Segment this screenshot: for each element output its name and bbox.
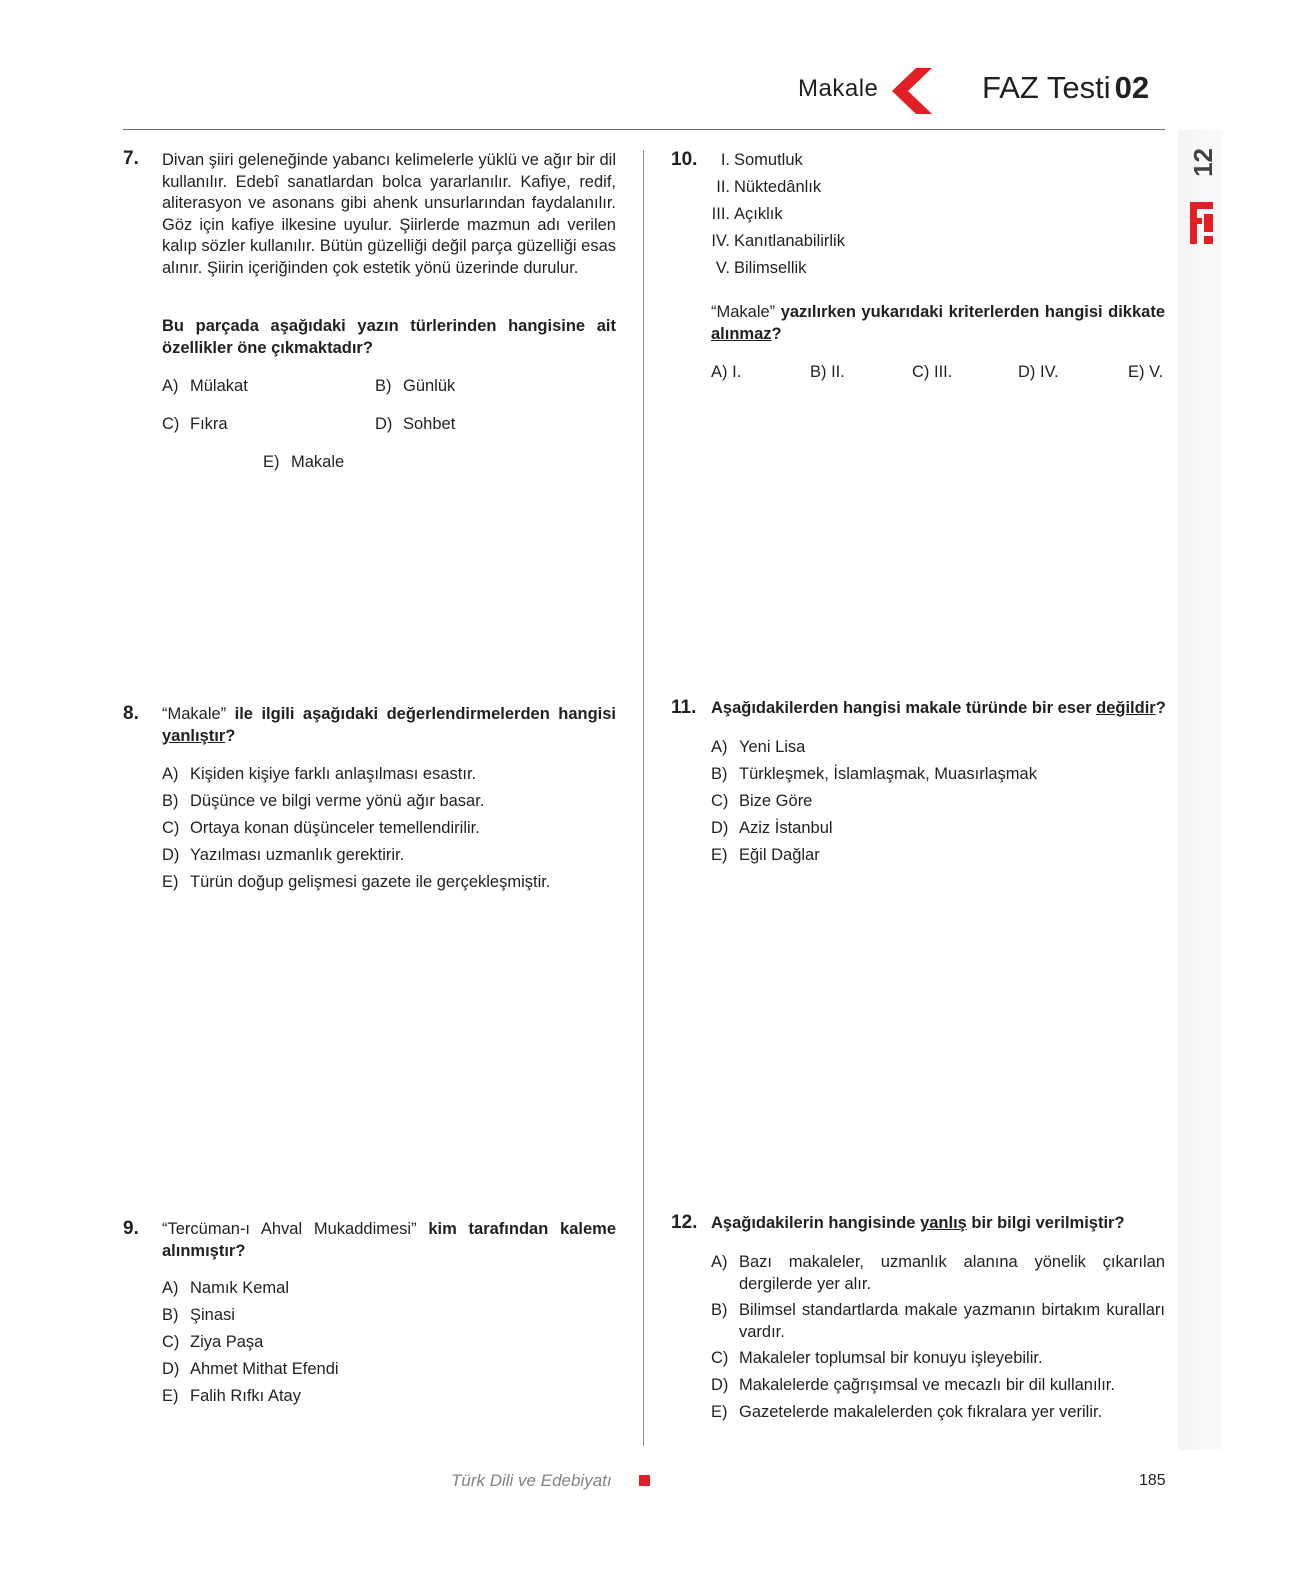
test-title [982, 70, 1149, 106]
criterion-4: IV. Kanıtlanabilirlik [711, 232, 845, 250]
question-11-option-d[interactable]: D) Aziz İstanbul [711, 819, 833, 837]
question-8-option-d[interactable]: D) Yazılması uzmanlık gerektirir. [162, 846, 405, 864]
question-9-prompt: “Tercüman-ı Ahval Mukaddimesi” kim tarafından kaleme alınmıştır? [162, 1220, 616, 1260]
question-7-option-c[interactable]: C) Fıkra [162, 415, 228, 433]
question-8-option-e[interactable]: E) Türün doğup gelişmesi gazete ile gerçekleşmiştir. [162, 873, 551, 891]
question-7-passage: Divan şiiri geleneğinde yabancı kelimelerle yüklü ve ağır bir dil kullanılır. Edebî sanatlardan bolca yararlanılır. Kafiye, redif, aliterasyon ve asonans gibi ahenk unsurlarından faydalanılır. Göz için kafiye ilkesine uyulur. Şiirlerde mazmun adı verilen kalıp sözler kullanılır. Bütün güzelliği değil parça güzelliği esas alınır. Şiirin içeriğinden çok estetik yönü üzerinde durulur. [162, 151, 616, 277]
test-number: 02 [1114, 70, 1150, 105]
footer-book-title: Türk Dili ve Edebiyatı [451, 1471, 612, 1490]
header-divider [123, 129, 1165, 130]
column-divider [643, 150, 644, 1446]
question-9-option-d[interactable]: D) Ahmet Mithat Efendi [162, 1360, 339, 1378]
question-9-option-b[interactable]: B) Şinasi [162, 1306, 235, 1324]
question-8-option-a[interactable]: A) Kişiden kişiye farklı anlaşılması esastır. [162, 765, 477, 783]
question-12-option-d[interactable]: D) Makalelerde çağrışımsal ve mecazlı bir dil kullanılır. [711, 1376, 1115, 1394]
question-7-option-d[interactable]: D) Sohbet [375, 415, 456, 433]
question-11-number: 11. [671, 697, 697, 718]
question-7-option-b[interactable]: B) Günlük [375, 377, 456, 395]
question-9-number: 9. [123, 1218, 139, 1239]
criterion-5: V. Bilimsellik [715, 259, 807, 277]
question-11-option-a[interactable]: A) Yeni Lisa [711, 738, 806, 756]
question-10-option-a[interactable]: A) I. [711, 363, 742, 381]
question-8-prompt: “Makale” ile ilgili aşağıdaki değerlendirmelerden hangisi yanlıştır? [162, 705, 616, 745]
question-12-prompt: Aşağıdakilerin hangisinde yanlış bir bilgi verilmiştir? [711, 1214, 1125, 1232]
question-10-option-b[interactable]: B) II. [810, 363, 845, 381]
question-8-option-c[interactable]: C) Ortaya konan düşünceler temellendirilir. [162, 819, 480, 837]
question-9-option-c[interactable]: C) Ziya Paşa [162, 1333, 264, 1351]
question-8-option-b[interactable]: B) Düşünce ve bilgi verme yönü ağır basar. [162, 792, 485, 810]
question-9-option-e[interactable]: E) Falih Rıfkı Atay [162, 1387, 301, 1405]
question-12-option-a[interactable]: A) Bazı makaleler, uzmanlık alanına yönelik çıkarılan dergilerde yer alır. [711, 1253, 1165, 1293]
side-tab [1178, 130, 1223, 1450]
question-11-option-b[interactable]: B) Türkleşmek, İslamlaşmak, Muasırlaşmak [711, 765, 1037, 783]
question-9-option-a[interactable]: A) Namık Kemal [162, 1279, 290, 1297]
question-12-option-e[interactable]: E) Gazetelerde makalelerden çok fıkralara yer verilir. [711, 1403, 1103, 1421]
criterion-3: III. Açıklık [711, 205, 783, 223]
question-7-prompt: Bu parçada aşağıdaki yazın türlerinden hangisine ait özellikler öne çıkmaktadır? [162, 317, 616, 357]
question-10-option-c[interactable]: C) III. [912, 363, 953, 381]
question-12-option-b[interactable]: B) Bilimsel standartlarda makale yazmanın birtakım kuralları vardır. [711, 1301, 1165, 1341]
question-11-option-c[interactable]: C) Bize Göre [711, 792, 813, 810]
criterion-1: I. Somutluk [720, 151, 803, 169]
criterion-2: II. Nüktedânlık [716, 178, 822, 196]
question-12-number: 12. [671, 1212, 698, 1233]
question-8-number: 8. [123, 703, 139, 724]
question-7-option-a[interactable]: A) Mülakat [162, 377, 248, 395]
question-12-option-c[interactable]: C) Makaleler toplumsal bir konuyu işleyebilir. [711, 1349, 1043, 1367]
test-title-label: FAZ Testi [982, 70, 1111, 105]
section-title: Makale [798, 75, 879, 102]
question-10-option-e[interactable]: E) V. [1128, 363, 1164, 381]
faz-logo-icon [1186, 198, 1218, 248]
footer-square-icon [639, 1475, 650, 1486]
question-11-option-e[interactable]: E) Eğil Dağlar [711, 846, 820, 864]
side-tab-number: 12 [1188, 148, 1218, 177]
question-7-option-e[interactable]: E) Makale [263, 453, 345, 471]
page-number: 185 [1139, 1472, 1166, 1489]
question-11-prompt: Aşağıdakilerden hangisi makale türünde bir eser değildir? [711, 699, 1166, 717]
question-10-option-d[interactable]: D) IV. [1018, 363, 1059, 381]
question-7-number: 7. [123, 148, 139, 169]
chevron-left-icon [886, 68, 932, 114]
question-10-number: 10. [671, 149, 698, 170]
question-10-prompt: “Makale” yazılırken yukarıdaki kriterlerden hangisi dikkate alınmaz? [711, 303, 1165, 343]
